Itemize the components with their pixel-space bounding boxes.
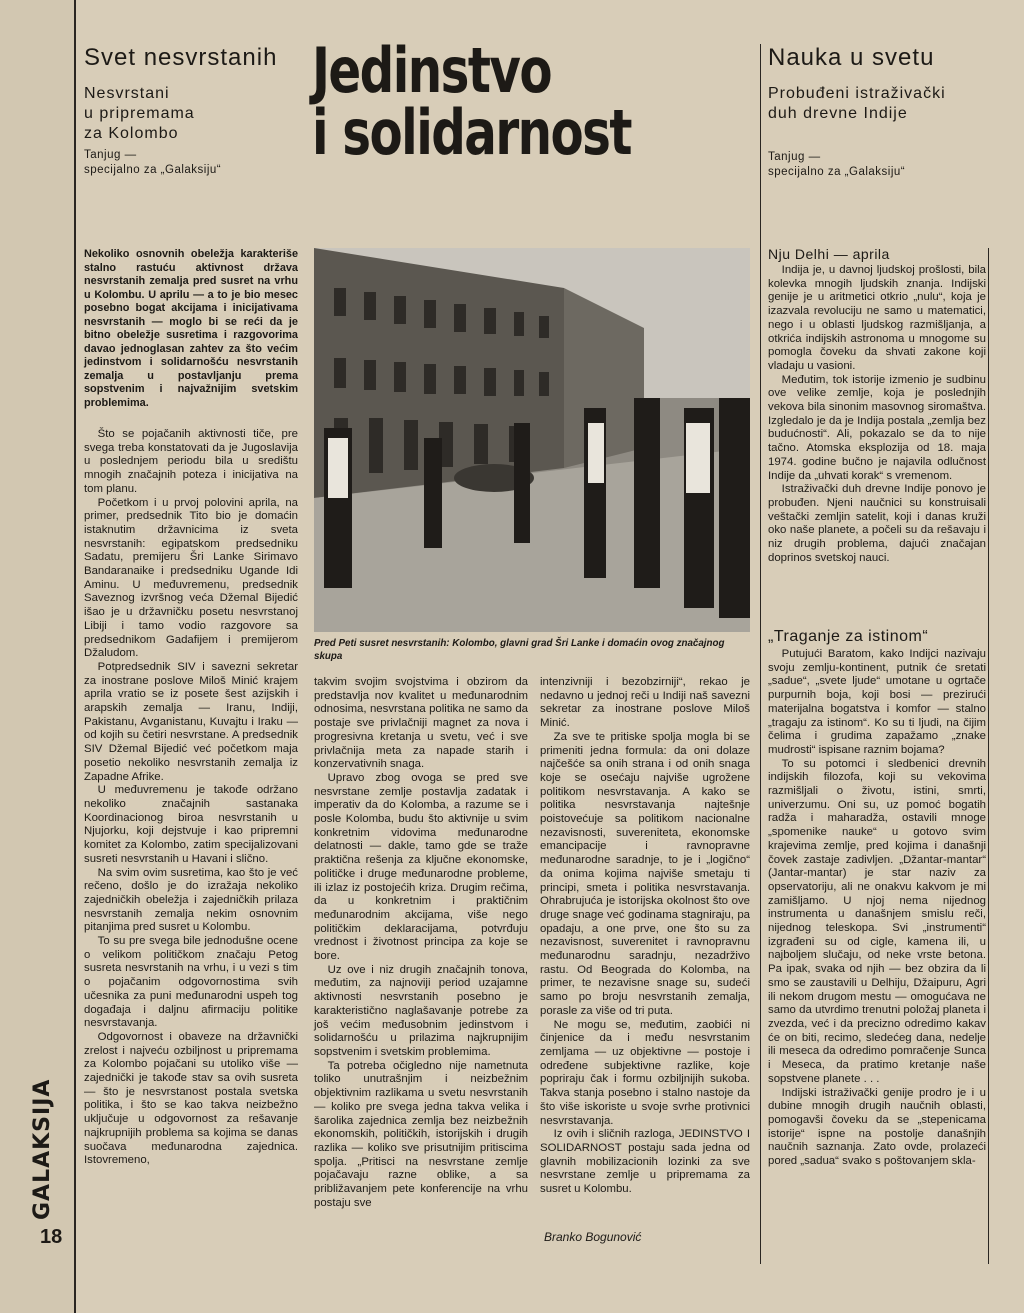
paragraph: Ta potreba očigledno nije nametnuta toliko unutrašnjim i neizbežnim objektivnim razlikama u svetu nesvrstanih — koliko pre svega jedna takva velika i šarolika zajednica zemlja bez neizbežnih ekonomskih, političkih, istorijskih i drugih razlika — koliko sve prisutnijim pritiscima spolja. „Pritisci na nesvrstane zemlje pojačavaju razne oblike, a sa približavanjem pete konferencije na vrhu postaju sve xyxy=(314,1059,528,1209)
science-column-1 xyxy=(768,264,986,565)
column-rule xyxy=(988,248,989,1264)
paragraph: Što se pojačanih aktivnosti tiče, pre svega treba konstatovati da je Jugoslavija u poslednjem periodu bila u središtu mnogih značajnih poteza i inicijativa na tom planu. xyxy=(84,428,298,495)
paragraph: Indijski istraživački genije prodro je i u dubine mnogih drugih naučnih oblasti, pomogavši čoveku da se „stepenicama istorije“ ispne na postolje današnjih naučnih saznanja. Zato ovde, prolazeći pored „sadua“ svako s poštovanjem skla- xyxy=(768,1086,986,1168)
right-byline-line: specijalno za „Galaksiju“ xyxy=(768,166,906,178)
right-section-title: Nauka u svetu xyxy=(768,44,935,71)
article-lead: Nekoliko osnovnih obeležja karakteriše stalno rastuću aktivnost država nesvrstanih zemalja pred susret na vrhu u Kolombu. U aprilu — a to je bio mesec posebno bogat akcijama i inicijativama nesvrstanih — moglo bi se reći da je bitno obeležje susretima i razgovorima davao jednoglasan zahtev za što većim jedinstvom i solidarnošću nesvrstanih zemalja u postavljanju prema sopstvenim i najvažnijim svetskim problemima. xyxy=(84,248,298,409)
right-subtitle xyxy=(768,84,998,124)
author-signature: Branko Bogunović xyxy=(544,1230,642,1244)
left-byline-line: specijalno za „Galaksiju“ xyxy=(84,164,222,176)
paragraph: Ne mogu se, međutim, zaobići ni činjenice da i među nesvrstanim zemljama — uz objektivne — postoje i određene subjektivne razlike, koje popriraju čak i formu ozbiljnijih sukoba. Takva stanja posebno i stalno nastoje da što više iskoriste u svoje svrhe protivnici nesvrstavanja. xyxy=(540,1018,750,1127)
photo-caption: Pred Peti susret nesvrstanih: Kolombo, glavni grad Šri Lanke i domaćin ovog značajnog skupa xyxy=(314,638,725,662)
paragraph: Međutim, tok istorije izmenio je sudbinu ove velike zemlje, koja je poslednjih vekova bila sinonim masovnog siromaštva. Izgledalo je da je Indija postala „zemlja bez budućnosti“. Ali, pokazalo se da to nije tačno. Atomska eksplozija od 18. maja 1974. godine bučno je najavila odlučnost Indije da „uhvati korak“ s vremenom. xyxy=(768,373,986,482)
science-column-2 xyxy=(768,648,986,1169)
paragraph: Odgovornost i obaveze na državnički zrelost i najveću ozbiljnost u pripremama za Kolombo pojačani su utoliko više — zajednički je takođe stav sa ovih susreta — što je nesvrstanost postala svetska politika, i što se kao takva neizbežno uključuje u odgovornost za rešavanje najkrupnijih problema sa kojima se danas suočava međunarodna zajednica. Istovremeno, xyxy=(84,1030,298,1167)
paragraph: U međuvremenu je takođe održano nekoliko značajnih sastanaka Koordinacionog biroa nesvrstanih u Njujorku, koji dejstvuje i kao pripremni komitet za Kolombo, zatim specijalizovani susreti nesvrstanih u Havani i slično. xyxy=(84,784,298,865)
paragraph: Uz ove i niz drugih značajnih tonova, međutim, za najnoviji period uzajamne aktivnosti nesvrstanih posebno je karakteristično naglašavanje potrebe za još većim međusobnim jedinstvom i solidarnošću u prilazima najkrupnijim sopstvenim i svetskim problemima. xyxy=(314,963,528,1058)
right-header xyxy=(768,44,998,180)
headline-line: Jedinstvo xyxy=(312,34,552,107)
right-subtitle-line: duh drevne Indije xyxy=(768,105,908,122)
paragraph: Za sve te pritiske spolja mogla bi se primeniti jedna formula: da oni dolaze najčešće sa onih strana i od onih snaga koje se osećaju najviše ugrožene politikom nesvrstavanja. A kako se politika nesvrstavanja najtešnje poistovećuje sa politikom nacionalne nezavisnosti, suvereniteta, ekonomske emancipacije i ravnopravne međunarodne saradnje, to je i „logično“ da onima kojima najviše smetaju ti principi, smeta i politika nesvrstavanja. Ohrabrujuća je istorijska okolnost što ove druge snage već godinama stagniraju, pa opadaju, a one prve, one što su za nezavisnost, suverenitet i ravnopravnu međunarodnu saradnju, nezadrživo rastu. Od Beograda do Kolomba, na primer, te nezavisne snage su, sudeći samo po broju nesvrstanih zemalja, porasle za više od tri puta. xyxy=(540,730,750,1017)
paragraph: intenzivniji i bezobzirniji“, rekao je nedavno u jednoj reči u Indiji naš savezni sekretar za inostrane poslove Miloš Minić. xyxy=(540,676,750,730)
paragraph: Na svim ovim susretima, kao što je već rečeno, došlo je do izražaja nekoliko zajedničkih obeležja i zajedničkih prilaza nesvrstanih zemalja nekim osnovnim pitanjima pred susret u Kolombu. xyxy=(84,866,298,934)
street-photo-illustration xyxy=(314,248,750,632)
right-byline xyxy=(768,150,998,180)
left-header xyxy=(84,44,304,178)
column-rule xyxy=(760,44,761,1264)
article-column-3 xyxy=(540,676,750,1197)
left-subtitle-line: za Kolombo xyxy=(84,125,179,142)
headline-line: i solidarnost xyxy=(312,96,631,169)
paragraph: Indija je, u davnoj ljudskoj prošlosti, bila kolevka mnogih ljudskih znanja. Indijski genije je u aritmetici otkrio „nulu“, koja je izazvala revoluciju ne samo u matematici, nego i u oblasti ljudskog razmišljanja, a otkrića indijskih astronoma u mnogome su pomogla čoveku da shvati zakone koji vladaju u vasioni. xyxy=(768,264,986,372)
left-byline xyxy=(84,148,304,178)
paragraph: takvim svojim svojstvima i obzirom da predstavlja nov kvalitet u međunarodnim odnosima, nesvrstana politika ne samo da postaje sve privlačniji magnet za nova i progresivna kretanja u svetu, već i sve privlačnija meta za napade starih i konzervativnih snaga. xyxy=(314,676,528,771)
left-subtitle xyxy=(84,84,304,144)
subhead: „Traganje za istinom“ xyxy=(768,628,929,645)
street-photo xyxy=(314,248,750,632)
spine-rule xyxy=(74,0,76,1313)
magazine-logo xyxy=(30,1078,70,1220)
article-column-2 xyxy=(314,676,528,1210)
right-byline-line: Tanjug — xyxy=(768,151,821,163)
main-headline xyxy=(312,34,631,169)
paragraph: To su pre svega bile jednodušne ocene o velikom političkom značaju Petog susreta nesvrstanih na vrhu, i u vezi s tim o pojačanim odgovornostima svih učesnika za puni međunarodni uspeh tog događaja i daljnu afirmaciju politike nesvrstavanja. xyxy=(84,935,298,1030)
paragraph: Istraživački duh drevne Indije ponovo je probuđen. Njeni naučnici su konstruisali veštački zemljin satelit, koji i danas kruži oko naše planete, a počeli su da rešavaju i niz drugih problema, dajući značajan doprinos svetskoj nauci. xyxy=(768,483,986,564)
paragraph: Iz ovih i sličnih razloga, JEDINSTVO I SOLIDARNOST postaju sada jedna od glavnih mobilizacionih lozinki za sve nesvrstane zemlje u pripremama za susret u Kolombu. xyxy=(540,1128,750,1196)
paragraph: Početkom i u prvoj polovini aprila, na primer, predsednik Tito bio je domaćin istaknutim državnicima iz sveta nesvrstanih: egipatskom predsedniku Sadatu, premijeru Šri Lanke Sirimavo Bandaranaike i predsedniku Ugande Idi Aminu. U međuvremenu, predsednik Saveznog izvršnog veća Džemal Bijedić išao je u državničku posetu nesvrstanoj Libiji i tamo vodio razgovore sa predsednikom Gadafijem i premijerom Džaludom. xyxy=(84,496,298,660)
dateline: Nju Delhi — aprila xyxy=(768,246,890,262)
left-byline-line: Tanjug — xyxy=(84,149,137,161)
left-subtitle-line: u pripremama xyxy=(84,105,195,122)
paragraph: Potpredsednik SIV i savezni sekretar za inostrane poslove Miloš Minić krajem aprila vratio se iz posete šest azijskih i arapskih zemalja — Iranu, Indiji, Pakistanu, Avganistanu, Kuvajtu i Iraku — od kojih su četiri nesvrstane. A predsednik SIV Džemal Bijedić već početkom maja posetio nekoliko nesvrstanih zemalja iz Zapadne Afrike. xyxy=(84,660,298,783)
page-number: 18 xyxy=(40,1226,63,1248)
paragraph: To su potomci i sledbenici drevnih indijskih filozofa, koji su vekovima razmišljali o životu, istini, smrti, univerzumu. Oni su, uz pomoć bogatih radža i maharadža, ostavili mnoge „spomenike nauke“ u gotovo svim krajevima zemlje, pred kojima i današnji čovek zastaje zadivljen. „Džantar-mantar“ (Jantar-mantar) je star naziv za opservatoriju, ali ne onakvu kakvom je mi zamišljamo. U njoj nema nijednog instrumenta u današnjem smislu reči, nijednog teleskopa. Svi „instrumenti“ izgrađeni su od cigle, kamena ili, u najboljem slučaju, od neke vrste betona. Pa ipak, svaka od njih — bez obzira da li smo se zaustavili u Delhiju, Džaipuru, Agri ili nekom drugom mestu — omogućava ne samo da utvrdimo trenutni položaj planeta i zvezda, već i da precizno odredimo kakav će on biti, recimo, sledećeg dana, nedelje ili meseca da odredimo pomračenje Sunca i Meseca, da pratimo kretanje naše sopstvene planete . . . xyxy=(768,757,986,1085)
left-subtitle-line: Nesvrstani xyxy=(84,85,170,102)
article-column-1 xyxy=(84,428,298,1168)
paragraph: Upravo zbog ovoga se pred sve nesvrstane zemlje postavlja zadatak i imperativ da do Kolomba, a razume se i posle Kolomba, budu što aktivnije u svim konkretnim vidovima međunarodne delatnosti — dakle, tamo gde se traže praktična rešenja za ključne ekonomske, političke i druge međunarodne probleme, ili izlaz iz postojećih kriza. Drugim rečima, da u konkretnim i praktičnim međunarodnim akcijama, više nego političkim deklaracijama, potvrđuju vrednost i životnost principa za koje se bore. xyxy=(314,771,528,963)
logo-text: GALAKSIJA xyxy=(30,1078,55,1220)
left-section-title: Svet nesvrstanih xyxy=(84,44,278,71)
right-subtitle-line: Probuđeni istraživački xyxy=(768,85,946,102)
paragraph: Putujući Baratom, kako Indijci nazivaju svoju zemlju-kontinent, putnik će sretati „sadue“, „svete ljude“ umotane u ogrtače purpurnih boja, koji bosi — prezirući materijalna bogatstva i komfor — stalno „tragaju za istinom“. Ko su ti ljudi, na čijim čelima i grudima zapažamo „znake mudrosti“ ispisane raznim bojama? xyxy=(768,648,986,756)
